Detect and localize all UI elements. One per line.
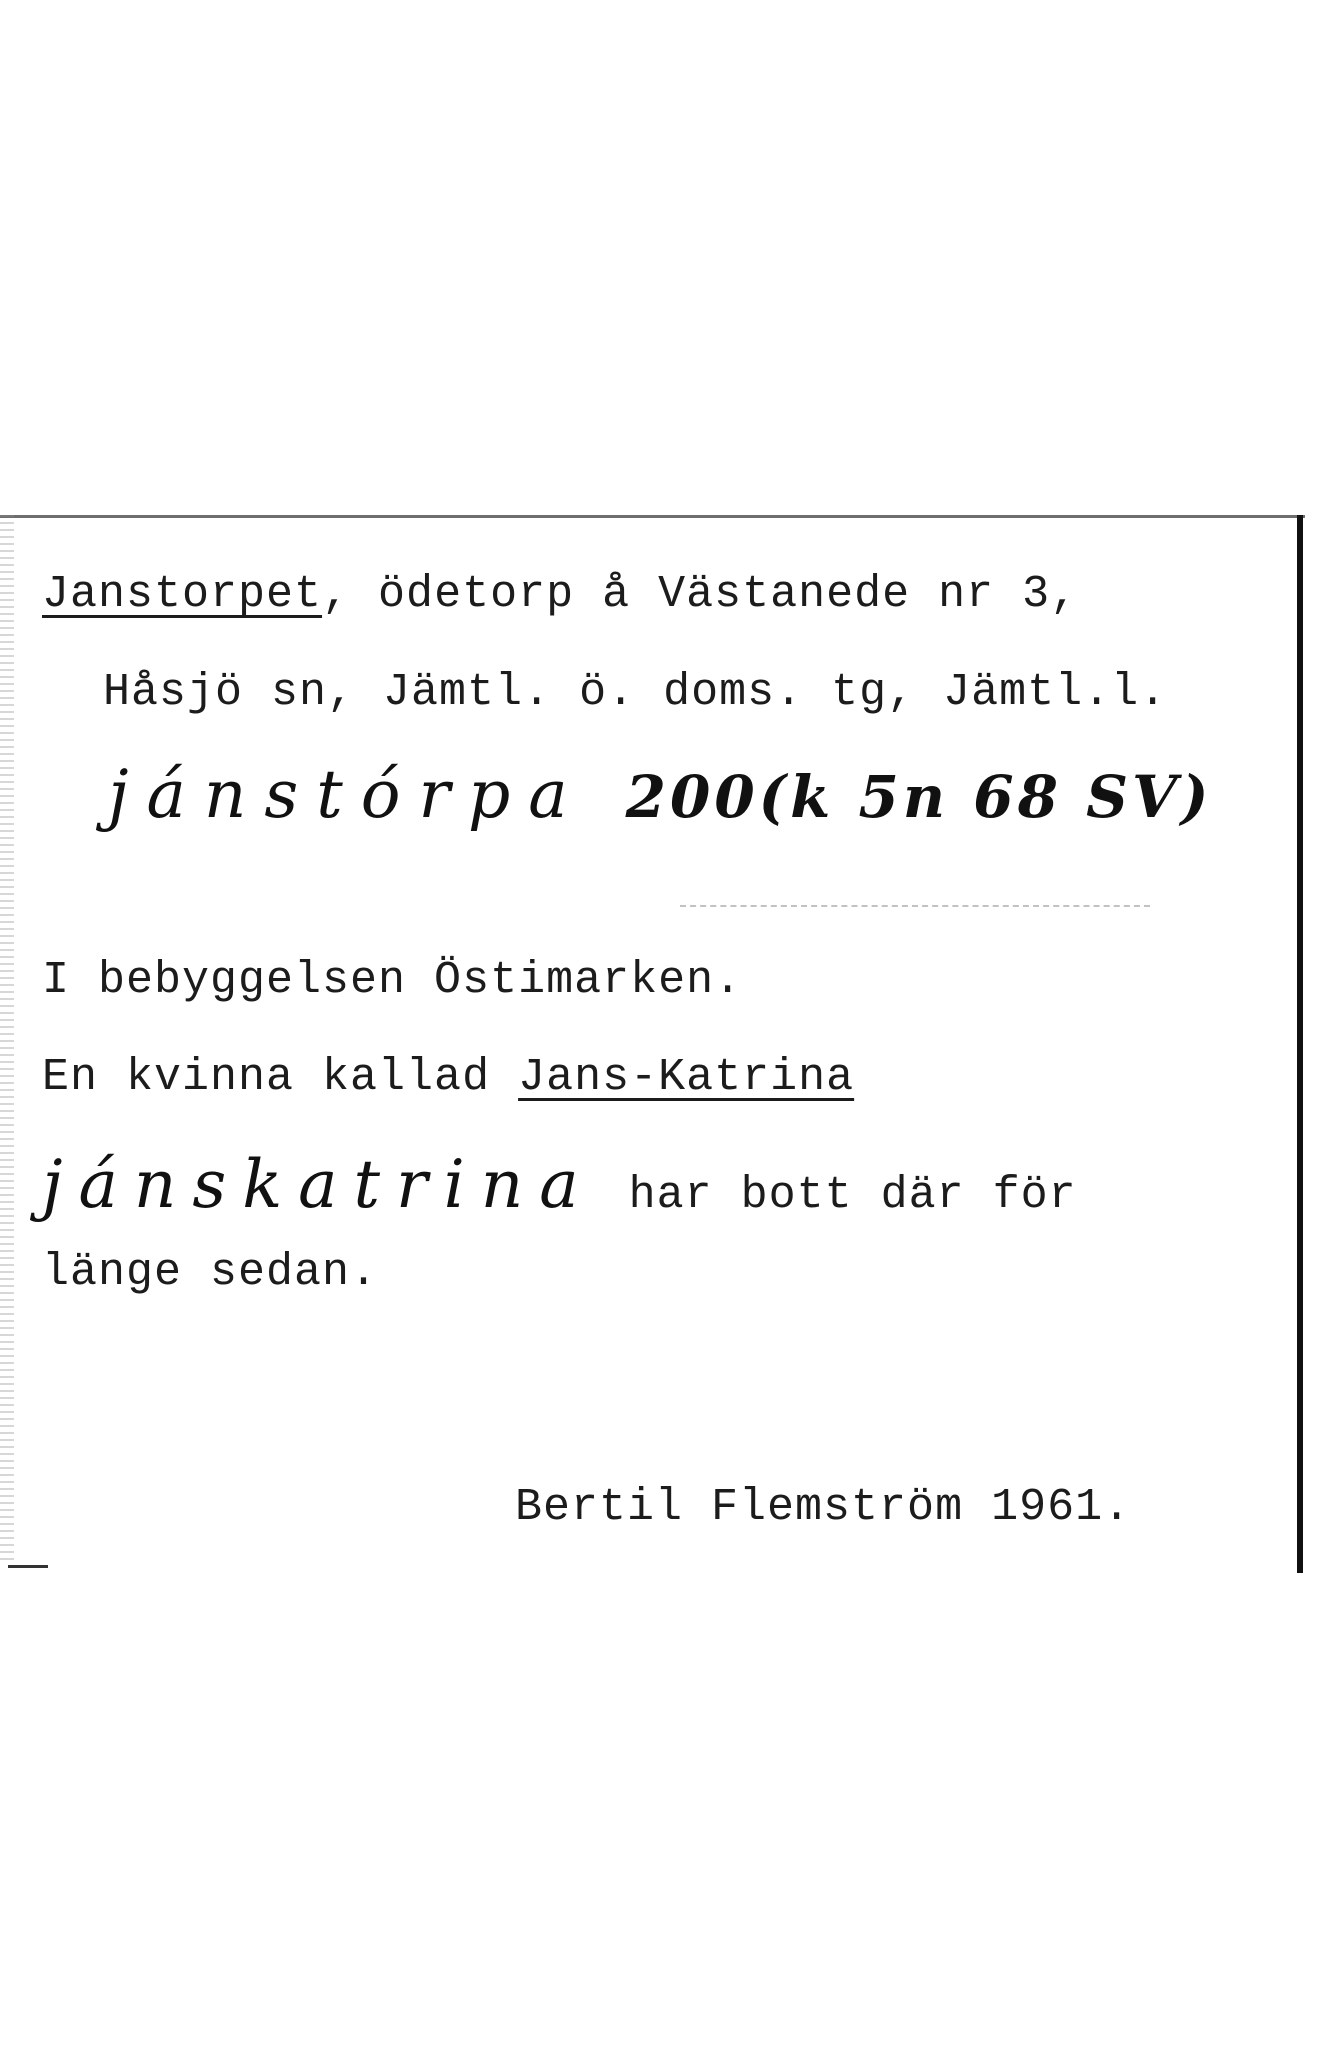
card-corner-mark <box>8 1565 48 1568</box>
person-line <box>42 1052 855 1103</box>
person-pronunciation-line <box>42 1146 1077 1223</box>
place-name: Janstorpet <box>42 569 323 620</box>
person-name: Jans-Katrina <box>518 1052 855 1103</box>
person-line-text: En kvinna kallad <box>42 1052 519 1103</box>
settlement-line: I bebyggelsen Östimarken. <box>42 955 743 1006</box>
card-left-edge <box>0 515 14 1565</box>
person-pronunciation: jánskatrina <box>42 1146 595 1223</box>
entry-heading-line <box>42 569 1079 620</box>
place-description: , ödetorp å Västanede nr 3, <box>322 569 1079 620</box>
card-right-border <box>1297 515 1303 1573</box>
closing-line: länge sedan. <box>42 1247 379 1298</box>
location-line: Håsjö sn, Jämtl. ö. doms. tg, Jämtl.l. <box>103 667 1168 718</box>
card-top-border <box>0 515 1305 518</box>
residence-text: har bott där för <box>628 1170 1077 1221</box>
handwritten-pronunciation-line <box>108 756 1213 833</box>
pronunciation-transcription: jánstórpa <box>108 756 586 833</box>
recording-code: 200(k 5n 68 SV) <box>625 763 1213 831</box>
faint-dashed-mark <box>680 905 1150 907</box>
signature: Bertil Flemström 1961. <box>515 1482 1132 1533</box>
